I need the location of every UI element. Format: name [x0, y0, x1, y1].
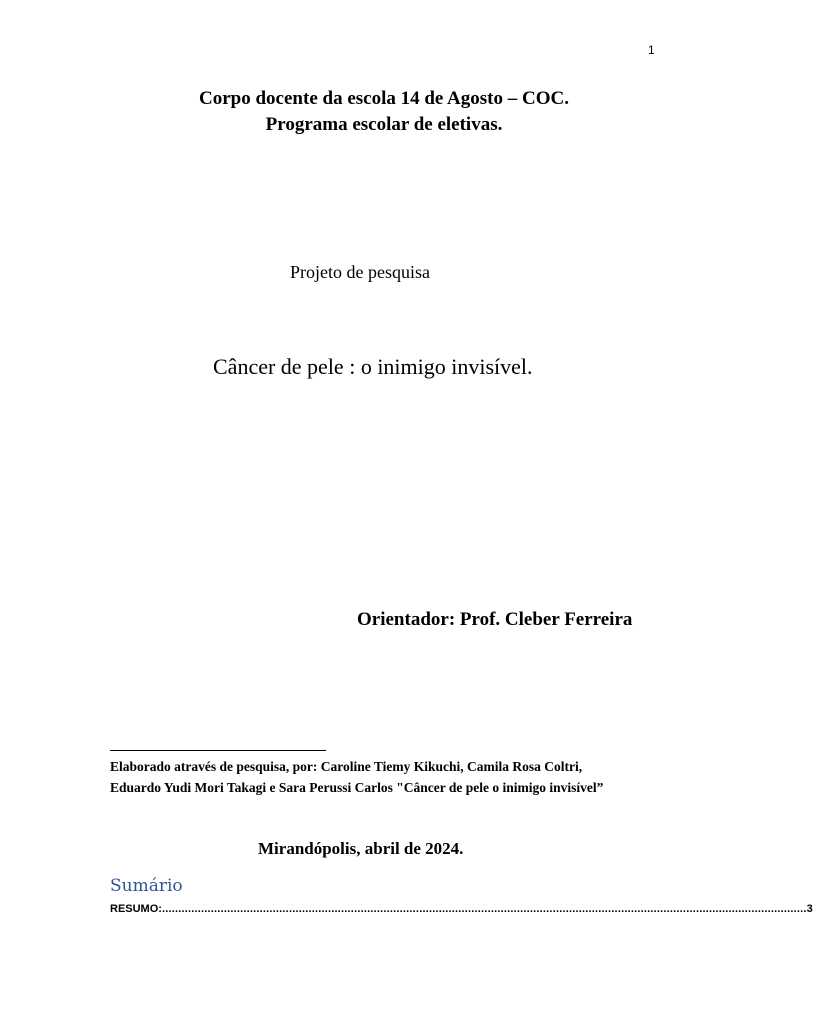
document-header: [0, 86, 768, 138]
footnote-separator: [110, 750, 326, 751]
toc-dot-leader: ......................................................................................................................................................................................................: [161, 903, 807, 915]
toc-heading: Sumário: [110, 876, 183, 896]
footnote: [110, 756, 710, 798]
toc-entry-resumo[interactable]: [110, 902, 813, 916]
header-line-program: Programa escolar de eletivas.: [265, 114, 503, 135]
toc-entry-page: 3: [806, 903, 813, 915]
advisor-line: Orientador: Prof. Cleber Ferreira: [357, 609, 633, 630]
footnote-line-title: Eduardo Yudi Mori Takagi e Sara Perussi Carlos "Câncer de pele o inimigo invisível”: [110, 780, 604, 795]
document-type: Projeto de pesquisa: [290, 262, 430, 282]
document-title: Câncer de pele : o inimigo invisível.: [213, 354, 533, 379]
place-and-date: Mirandópolis, abril de 2024.: [258, 839, 464, 858]
page-number: 1: [648, 43, 655, 57]
header-line-school: Corpo docente da escola 14 de Agosto – COC.: [199, 88, 569, 109]
toc-entry-label: RESUMO:: [110, 903, 162, 915]
footnote-line-authors: Elaborado através de pesquisa, por: Caroline Tiemy Kikuchi, Camila Rosa Coltri,: [110, 759, 583, 774]
